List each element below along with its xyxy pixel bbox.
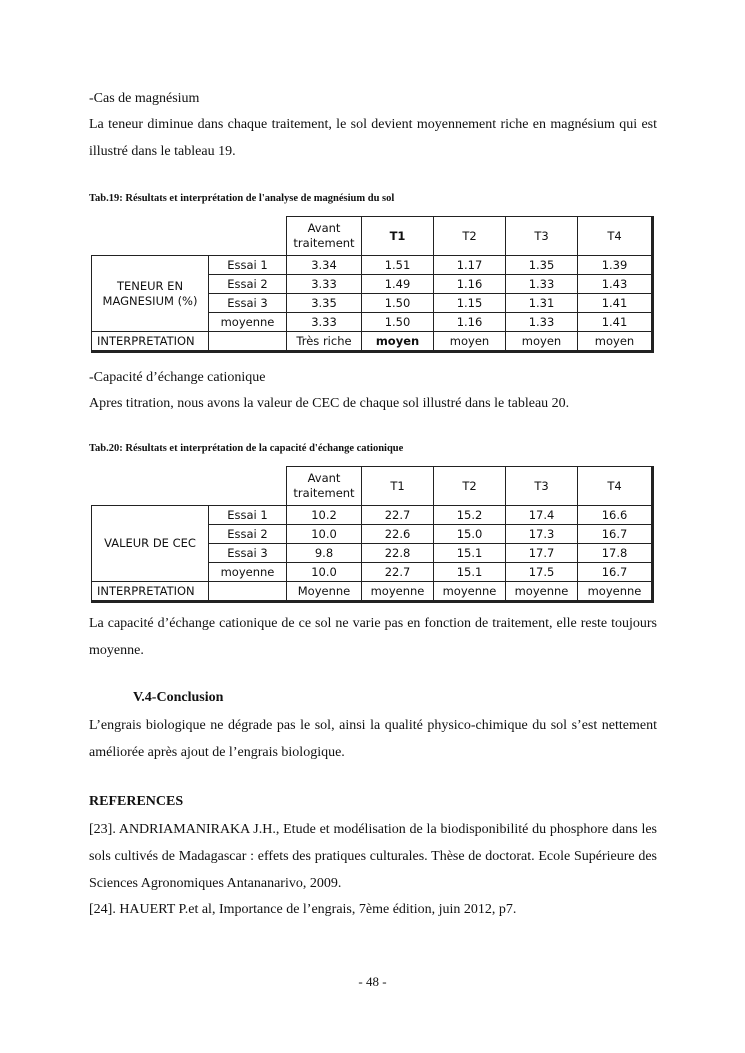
table-cell: 1.41 — [578, 294, 653, 313]
table19 — [91, 216, 654, 353]
table-cell: 1.16 — [434, 313, 506, 332]
table-cell: 15.1 — [434, 563, 506, 582]
interpretation-cell: Très riche — [287, 332, 362, 352]
table-header: Avant traitement — [287, 217, 362, 256]
table-cell: 22.6 — [362, 525, 434, 544]
table-header: T1 — [362, 217, 434, 256]
row-label: Essai 1 — [209, 256, 287, 275]
table-cell: 22.7 — [362, 506, 434, 525]
table20-caption: Tab.20: Résultats et interprétation de la capacité d'échange cationique — [89, 443, 404, 454]
table-cell: 17.8 — [578, 544, 653, 563]
table-header: T3 — [506, 217, 578, 256]
table-cell: 3.34 — [287, 256, 362, 275]
table-header: T4 — [578, 217, 653, 256]
row-group-label: TENEUR EN MAGNESIUM (%) — [92, 256, 209, 332]
table-cell: 1.31 — [506, 294, 578, 313]
paragraph-cec-conclusion: La capacité d’échange cationique de ce sol ne varie pas en fonction de traitement, elle reste toujours moyenne. — [89, 616, 657, 658]
table-cell: 1.43 — [578, 275, 653, 294]
row-label: moyenne — [209, 313, 287, 332]
interpretation-cell: moyenne — [434, 582, 506, 602]
references-heading: REFERENCES — [89, 794, 184, 809]
table-cell: 10.0 — [287, 525, 362, 544]
table-cell: 1.16 — [434, 275, 506, 294]
page-number: - 48 - — [358, 974, 387, 989]
table-cell: 1.15 — [434, 294, 506, 313]
table-cell: 3.33 — [287, 275, 362, 294]
paragraph-magnesium: La teneur diminue dans chaque traitement, le sol devient moyennement riche en magnésium qui est illustré dans le tableau 19. — [89, 117, 657, 159]
interpretation-cell: moyenne — [578, 582, 653, 602]
row-label: moyenne — [209, 563, 287, 582]
table-header: T3 — [506, 467, 578, 506]
table-header: T2 — [434, 467, 506, 506]
table-cell: 10.2 — [287, 506, 362, 525]
row-group-label: VALEUR DE CEC — [92, 506, 209, 582]
interpretation-cell: moyen — [362, 332, 434, 352]
table-cell: 1.39 — [578, 256, 653, 275]
table-cell: 3.33 — [287, 313, 362, 332]
interpretation-cell: Moyenne — [287, 582, 362, 602]
section-title-magnesium: -Cas de magnésium — [89, 91, 200, 106]
row-label: Essai 3 — [209, 544, 287, 563]
row-label: Essai 1 — [209, 506, 287, 525]
table-cell: 17.3 — [506, 525, 578, 544]
table-cell: 15.0 — [434, 525, 506, 544]
table-cell: 9.8 — [287, 544, 362, 563]
table-cell: 1.33 — [506, 313, 578, 332]
table-cell: 1.49 — [362, 275, 434, 294]
paragraph-conclusion: L’engrais biologique ne dégrade pas le sol, ainsi la qualité physico-chimique du sol s’est nettement améliorée après ajout de l’engrais biologique. — [89, 718, 657, 760]
table-cell-empty — [209, 582, 287, 602]
table-cell: 17.4 — [506, 506, 578, 525]
table20 — [91, 466, 654, 603]
table-header: T1 — [362, 467, 434, 506]
table-cell: 22.8 — [362, 544, 434, 563]
row-label: Essai 2 — [209, 525, 287, 544]
interpretation-cell: moyenne — [506, 582, 578, 602]
interpretation-label: INTERPRETATION — [92, 582, 209, 602]
reference-item: [23]. ANDRIAMANIRAKA J.H., Etude et modélisation de la biodisponibilité du phosphore dans les sols cultivés de Madagascar : effets des pratiques culturales. Thèse de doctorat. Ecole Supérieure des Sciences Agronomiques Antananarivo, 2009. — [89, 822, 657, 891]
reference-item: [24]. HAUERT P.et al, Importance de l’engrais, 7ème édition, juin 2012, p7. — [89, 902, 517, 917]
table-cell: 3.35 — [287, 294, 362, 313]
table-cell: 1.35 — [506, 256, 578, 275]
table19-caption: Tab.19: Résultats et interprétation de l'analyse de magnésium du sol — [89, 193, 395, 204]
table-cell: 16.7 — [578, 563, 653, 582]
table-header: T4 — [578, 467, 653, 506]
row-label: Essai 2 — [209, 275, 287, 294]
interpretation-label: INTERPRETATION — [92, 332, 209, 352]
table-cell: 15.1 — [434, 544, 506, 563]
table-cell: 1.17 — [434, 256, 506, 275]
table-corner — [92, 217, 287, 256]
table-cell: 1.50 — [362, 313, 434, 332]
interpretation-cell: moyen — [506, 332, 578, 352]
table-cell: 10.0 — [287, 563, 362, 582]
table-cell: 16.7 — [578, 525, 653, 544]
table-cell: 1.41 — [578, 313, 653, 332]
table-cell: 15.2 — [434, 506, 506, 525]
table-cell: 16.6 — [578, 506, 653, 525]
table-cell: 1.50 — [362, 294, 434, 313]
interpretation-cell: moyen — [434, 332, 506, 352]
table-cell-empty — [209, 332, 287, 352]
table-cell: 17.5 — [506, 563, 578, 582]
table-header: Avant traitement — [287, 467, 362, 506]
paragraph-cec: Apres titration, nous avons la valeur de CEC de chaque sol illustré dans le tableau 20. — [89, 396, 570, 411]
section-title-cec: -Capacité d’échange cationique — [89, 370, 266, 385]
conclusion-heading: V.4-Conclusion — [133, 690, 224, 705]
table-cell: 1.33 — [506, 275, 578, 294]
table-cell: 1.51 — [362, 256, 434, 275]
table-corner — [92, 467, 287, 506]
interpretation-cell: moyenne — [362, 582, 434, 602]
table-header: T2 — [434, 217, 506, 256]
interpretation-cell: moyen — [578, 332, 653, 352]
table-cell: 22.7 — [362, 563, 434, 582]
table-cell: 17.7 — [506, 544, 578, 563]
row-label: Essai 3 — [209, 294, 287, 313]
